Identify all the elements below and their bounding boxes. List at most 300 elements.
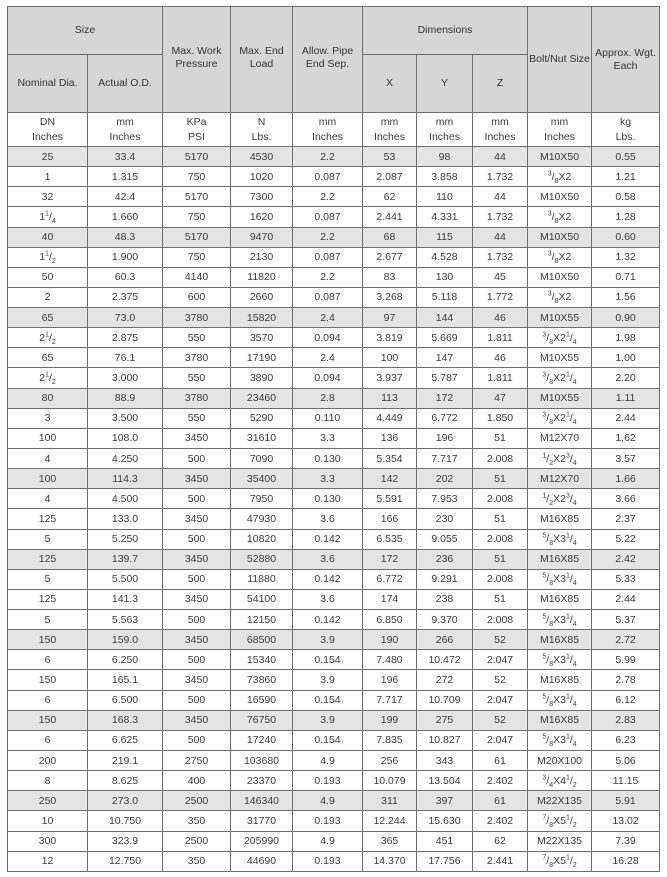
cell-bolt-nut-size: M10X55 — [528, 348, 592, 368]
table-row-imperial — [8, 811, 660, 831]
table-row-group — [8, 348, 660, 388]
cell-approx-weight: 0.58 — [592, 187, 660, 207]
cell-dim-x: 166 — [363, 509, 417, 529]
cell-nominal-dia: $2^1/_2$ — [8, 368, 88, 388]
cell-pipe-end-sep: 0.087 — [293, 247, 363, 267]
unit-imperial: Inches — [109, 130, 141, 143]
cell-approx-weight: 2.83 — [592, 710, 660, 730]
cell-approx-weight: 0.55 — [592, 147, 660, 167]
cell-max-end-load: 54100 — [231, 589, 293, 609]
cell-actual-od: 73.0 — [88, 308, 163, 328]
cell-dim-x: 113 — [363, 388, 417, 408]
cell-dim-z: 61 — [473, 750, 528, 770]
unit-cell — [417, 113, 473, 147]
cell-max-work-pressure: 2750 — [163, 750, 231, 770]
cell-dim-x: 68 — [363, 227, 417, 247]
cell-dim-x: 7.480 — [363, 650, 417, 670]
cell-dim-z: 62 — [473, 831, 528, 851]
table-row-metric — [8, 589, 660, 609]
table-row-metric — [8, 750, 660, 770]
cell-dim-x: 311 — [363, 791, 417, 811]
cell-pipe-end-sep: 0.094 — [293, 328, 363, 348]
cell-nominal-dia: 32 — [8, 187, 88, 207]
cell-pipe-end-sep: 3.3 — [293, 469, 363, 489]
cell-actual-od: 5.563 — [88, 610, 163, 630]
cell-approx-weight: 6.23 — [592, 730, 660, 750]
cell-pipe-end-sep: 0.130 — [293, 448, 363, 468]
cell-max-work-pressure: 550 — [163, 368, 231, 388]
cell-nominal-dia: 200 — [8, 750, 88, 770]
cell-actual-od: 60.3 — [88, 267, 163, 287]
table-row-imperial — [8, 569, 660, 589]
cell-dim-x: 3.268 — [363, 287, 417, 307]
table-row-metric — [8, 187, 660, 207]
cell-approx-weight: 0.71 — [592, 267, 660, 287]
cell-max-work-pressure: 350 — [163, 811, 231, 831]
cell-nominal-dia: $1^1/_2$ — [8, 247, 88, 267]
cell-nominal-dia: 100 — [8, 469, 88, 489]
table-row-imperial — [8, 167, 660, 187]
cell-actual-od: 4.250 — [88, 448, 163, 468]
cell-dim-x: 6.535 — [363, 529, 417, 549]
cell-dim-z: 51 — [473, 509, 528, 529]
cell-dim-z: 2.008 — [473, 569, 528, 589]
cell-dim-y: 343 — [417, 750, 473, 770]
cell-dim-y: 172 — [417, 388, 473, 408]
table-row-imperial — [8, 408, 660, 428]
cell-dim-y: 130 — [417, 267, 473, 287]
cell-approx-weight: 2.72 — [592, 630, 660, 650]
cell-pipe-end-sep: 0.087 — [293, 287, 363, 307]
table-row-group — [8, 147, 660, 187]
cell-actual-od: 6.625 — [88, 730, 163, 750]
cell-nominal-dia: 80 — [8, 388, 88, 408]
cell-actual-od: 323.9 — [88, 831, 163, 851]
cell-pipe-end-sep: 3.9 — [293, 710, 363, 730]
cell-max-work-pressure: 2500 — [163, 831, 231, 851]
cell-max-work-pressure: 3780 — [163, 388, 231, 408]
cell-nominal-dia: 125 — [8, 509, 88, 529]
cell-max-end-load: 4530 — [231, 147, 293, 167]
cell-pipe-end-sep: 0.130 — [293, 489, 363, 509]
cell-actual-od: 3.000 — [88, 368, 163, 388]
cell-bolt-nut-size: M16X85 — [528, 549, 592, 569]
cell-bolt-nut-size: $^7/_8X5^1/_2$ — [528, 851, 592, 871]
cell-dim-x: 7.717 — [363, 690, 417, 710]
cell-bolt-nut-size: M10X55 — [528, 388, 592, 408]
cell-approx-weight: 1.32 — [592, 247, 660, 267]
cell-dim-y: 10.472 — [417, 650, 473, 670]
cell-bolt-nut-size: $^3/_4X4^1/_2$ — [528, 771, 592, 791]
cell-max-end-load: 5290 — [231, 408, 293, 428]
cell-approx-weight: 2.44 — [592, 408, 660, 428]
cell-actual-od: 88.9 — [88, 388, 163, 408]
cell-actual-od: 1.660 — [88, 207, 163, 227]
cell-max-work-pressure: 500 — [163, 610, 231, 630]
cell-nominal-dia: 4 — [8, 448, 88, 468]
cell-dim-z: 51 — [473, 428, 528, 448]
cell-actual-od: 5.250 — [88, 529, 163, 549]
cell-dim-y: 144 — [417, 308, 473, 328]
cell-dim-z: 1.811 — [473, 368, 528, 388]
cell-dim-x: 365 — [363, 831, 417, 851]
table-row-group — [8, 710, 660, 750]
cell-dim-y: 13.504 — [417, 771, 473, 791]
header-approx-weight: Approx. Wgt. Each — [592, 7, 660, 113]
cell-dim-z: 51 — [473, 469, 528, 489]
cell-dim-y: 238 — [417, 589, 473, 609]
cell-bolt-nut-size: $^5/_8X3^1/_4$ — [528, 610, 592, 630]
cell-dim-x: 10.079 — [363, 771, 417, 791]
cell-dim-z: 44 — [473, 187, 528, 207]
cell-pipe-end-sep: 3.9 — [293, 670, 363, 690]
cell-max-work-pressure: 3450 — [163, 469, 231, 489]
cell-dim-y: 272 — [417, 670, 473, 690]
header-nominal-dia: Nominal Dia. — [8, 55, 88, 113]
cell-bolt-nut-size: $^1/_2X2^3/_4$ — [528, 448, 592, 468]
cell-nominal-dia: 1 — [8, 167, 88, 187]
cell-dim-y: 10.827 — [417, 730, 473, 750]
cell-dim-x: 4.449 — [363, 408, 417, 428]
cell-actual-od: 48.3 — [88, 227, 163, 247]
unit-imperial: Inches — [429, 130, 460, 143]
cell-pipe-end-sep: 0.087 — [293, 167, 363, 187]
header-dim-x: X — [363, 55, 417, 113]
cell-max-work-pressure: 3450 — [163, 670, 231, 690]
cell-approx-weight: 5.91 — [592, 791, 660, 811]
cell-max-end-load: 1620 — [231, 207, 293, 227]
cell-max-end-load: 3890 — [231, 368, 293, 388]
cell-max-end-load: 103680 — [231, 750, 293, 770]
cell-bolt-nut-size: $^7/_8X5^1/_2$ — [528, 811, 592, 831]
table-row-metric — [8, 630, 660, 650]
cell-actual-od: 6.250 — [88, 650, 163, 670]
cell-dim-y: 7.953 — [417, 489, 473, 509]
unit-cell — [528, 113, 592, 147]
cell-dim-y: 196 — [417, 428, 473, 448]
cell-max-end-load: 68500 — [231, 630, 293, 650]
unit-imperial: PSI — [188, 130, 205, 143]
cell-approx-weight: 1.56 — [592, 287, 660, 307]
cell-nominal-dia: 8 — [8, 771, 88, 791]
unit-imperial: Inches — [544, 130, 575, 143]
unit-metric: mm — [491, 115, 509, 128]
cell-bolt-nut-size: M10X50 — [528, 147, 592, 167]
cell-approx-weight: 0.90 — [592, 308, 660, 328]
cell-approx-weight: 1.21 — [592, 167, 660, 187]
cell-approx-weight: 5.06 — [592, 750, 660, 770]
cell-max-work-pressure: 500 — [163, 730, 231, 750]
unit-metric: kg — [619, 115, 632, 128]
cell-dim-z: 44 — [473, 147, 528, 167]
cell-bolt-nut-size: $^3/_8X2$ — [528, 247, 592, 267]
cell-dim-y: 10.709 — [417, 690, 473, 710]
table-row-metric — [8, 670, 660, 690]
cell-pipe-end-sep: 2.4 — [293, 348, 363, 368]
cell-dim-x: 136 — [363, 428, 417, 448]
table-row-group — [8, 831, 660, 871]
table-row-imperial — [8, 690, 660, 710]
cell-pipe-end-sep: 4.9 — [293, 750, 363, 770]
cell-dim-x: 2.087 — [363, 167, 417, 187]
cell-dim-y: 9.055 — [417, 529, 473, 549]
cell-bolt-nut-size: $^3/_8X2^1/_4$ — [528, 408, 592, 428]
table-row-imperial — [8, 610, 660, 630]
cell-dim-x: 12.244 — [363, 811, 417, 831]
cell-actual-od: 133.0 — [88, 509, 163, 529]
table-row-imperial — [8, 730, 660, 750]
cell-dim-z: 47 — [473, 388, 528, 408]
cell-max-work-pressure: 400 — [163, 771, 231, 791]
cell-dim-z: 52 — [473, 630, 528, 650]
table-row-metric — [8, 549, 660, 569]
unit-imperial: Inches — [32, 130, 63, 143]
cell-dim-y: 4.331 — [417, 207, 473, 227]
table-row-metric — [8, 348, 660, 368]
cell-dim-y: 7.717 — [417, 448, 473, 468]
unit-cell — [592, 113, 660, 147]
cell-max-work-pressure: 3450 — [163, 509, 231, 529]
cell-pipe-end-sep: 0.094 — [293, 368, 363, 388]
cell-approx-weight: 5.22 — [592, 529, 660, 549]
cell-max-end-load: 7300 — [231, 187, 293, 207]
table-row-metric — [8, 710, 660, 730]
cell-max-work-pressure: 550 — [163, 408, 231, 428]
cell-dim-y: 236 — [417, 549, 473, 569]
cell-max-work-pressure: 500 — [163, 650, 231, 670]
cell-approx-weight: 13.02 — [592, 811, 660, 831]
cell-nominal-dia: 6 — [8, 690, 88, 710]
units-row — [8, 113, 660, 147]
cell-bolt-nut-size: $^3/_8X2$ — [528, 167, 592, 187]
header-dim-y: Y — [417, 55, 473, 113]
cell-dim-y: 397 — [417, 791, 473, 811]
cell-bolt-nut-size: M10X55 — [528, 308, 592, 328]
unit-cell — [8, 113, 88, 147]
cell-pipe-end-sep: 2.8 — [293, 388, 363, 408]
cell-approx-weight: 2.44 — [592, 589, 660, 609]
header-max-end-load: Max. End Load — [231, 7, 293, 113]
cell-dim-y: 115 — [417, 227, 473, 247]
cell-actual-od: 5.500 — [88, 569, 163, 589]
cell-max-end-load: 31770 — [231, 811, 293, 831]
cell-dim-z: 44 — [473, 227, 528, 247]
unit-imperial: Inches — [312, 130, 343, 143]
unit-imperial: Lbs. — [251, 130, 272, 143]
cell-actual-od: 219.1 — [88, 750, 163, 770]
cell-max-end-load: 35400 — [231, 469, 293, 489]
cell-bolt-nut-size: M22X135 — [528, 831, 592, 851]
cell-max-work-pressure: 3780 — [163, 348, 231, 368]
cell-dim-x: 3.819 — [363, 328, 417, 348]
cell-max-work-pressure: 500 — [163, 529, 231, 549]
cell-dim-y: 5.118 — [417, 287, 473, 307]
cell-dim-x: 7.835 — [363, 730, 417, 750]
cell-max-end-load: 23460 — [231, 388, 293, 408]
cell-max-end-load: 73860 — [231, 670, 293, 690]
cell-pipe-end-sep: 2.2 — [293, 147, 363, 167]
table-row-group — [8, 388, 660, 428]
cell-dim-z: 2.008 — [473, 489, 528, 509]
cell-max-work-pressure: 5170 — [163, 147, 231, 167]
cell-dim-y: 9.291 — [417, 569, 473, 589]
cell-nominal-dia: 150 — [8, 670, 88, 690]
cell-max-end-load: 44690 — [231, 851, 293, 871]
cell-max-end-load: 7950 — [231, 489, 293, 509]
cell-nominal-dia: 12 — [8, 851, 88, 871]
cell-actual-od: 4.500 — [88, 489, 163, 509]
table-row-group — [8, 630, 660, 670]
cell-bolt-nut-size: $^5/_8X3^1/_4$ — [528, 650, 592, 670]
cell-approx-weight: 1.28 — [592, 207, 660, 227]
cell-bolt-nut-size: M16X85 — [528, 670, 592, 690]
cell-nominal-dia: 150 — [8, 630, 88, 650]
cell-pipe-end-sep: 0.142 — [293, 610, 363, 630]
cell-dim-z: 51 — [473, 549, 528, 569]
unit-imperial: Inches — [374, 130, 405, 143]
cell-max-end-load: 76750 — [231, 710, 293, 730]
cell-nominal-dia: 50 — [8, 267, 88, 287]
cell-max-work-pressure: 500 — [163, 690, 231, 710]
cell-dim-z: 2.047 — [473, 650, 528, 670]
cell-nominal-dia: 65 — [8, 308, 88, 328]
cell-dim-x: 174 — [363, 589, 417, 609]
cell-nominal-dia: $2^1/_2$ — [8, 328, 88, 348]
cell-max-end-load: 3570 — [231, 328, 293, 348]
cell-dim-x: 172 — [363, 549, 417, 569]
cell-actual-od: 108.0 — [88, 428, 163, 448]
table-row-metric — [8, 267, 660, 287]
cell-actual-od: 168.3 — [88, 710, 163, 730]
unit-metric: N — [257, 115, 266, 128]
cell-max-end-load: 11880 — [231, 569, 293, 589]
cell-approx-weight: 2.78 — [592, 670, 660, 690]
cell-nominal-dia: 125 — [8, 549, 88, 569]
header-allow-pipe-end-sep: Allow. Pipe End Sep. — [293, 7, 363, 113]
cell-approx-weight: 2.37 — [592, 509, 660, 529]
cell-max-work-pressure: 4140 — [163, 267, 231, 287]
cell-approx-weight: 11.15 — [592, 771, 660, 791]
table-row-metric — [8, 388, 660, 408]
cell-dim-y: 5.787 — [417, 368, 473, 388]
cell-dim-z: 2.441 — [473, 851, 528, 871]
cell-approx-weight: 16.28 — [592, 851, 660, 871]
cell-dim-y: 451 — [417, 831, 473, 851]
cell-max-end-load: 2130 — [231, 247, 293, 267]
cell-max-end-load: 7090 — [231, 448, 293, 468]
cell-max-work-pressure: 3450 — [163, 710, 231, 730]
cell-max-work-pressure: 600 — [163, 287, 231, 307]
cell-bolt-nut-size: M20X100 — [528, 750, 592, 770]
cell-dim-z: 2.008 — [473, 529, 528, 549]
cell-approx-weight: 7.39 — [592, 831, 660, 851]
header-actual-od: Actual O.D. — [88, 55, 163, 113]
cell-actual-od: 2.375 — [88, 287, 163, 307]
cell-max-work-pressure: 750 — [163, 247, 231, 267]
cell-max-end-load: 23370 — [231, 771, 293, 791]
unit-metric: mm — [550, 115, 569, 128]
cell-max-end-load: 2660 — [231, 287, 293, 307]
cell-nominal-dia: 40 — [8, 227, 88, 247]
cell-max-work-pressure: 750 — [163, 207, 231, 227]
cell-bolt-nut-size: M10X50 — [528, 267, 592, 287]
cell-approx-weight: 3.57 — [592, 448, 660, 468]
table-header — [8, 7, 660, 147]
cell-dim-y: 147 — [417, 348, 473, 368]
cell-dim-z: 2.047 — [473, 690, 528, 710]
table-row-imperial — [8, 771, 660, 791]
cell-max-work-pressure: 500 — [163, 569, 231, 589]
table-row-group — [8, 589, 660, 629]
cell-dim-y: 9.370 — [417, 610, 473, 630]
cell-dim-z: 52 — [473, 710, 528, 730]
cell-actual-od: 3.500 — [88, 408, 163, 428]
cell-dim-x: 2.677 — [363, 247, 417, 267]
header-bolt-nut-size: Bolt/Nut Size — [528, 7, 592, 113]
cell-nominal-dia: 5 — [8, 569, 88, 589]
unit-metric: mm — [380, 115, 399, 128]
cell-pipe-end-sep: 3.6 — [293, 589, 363, 609]
cell-dim-y: 98 — [417, 147, 473, 167]
cell-bolt-nut-size: $^3/_8X2$ — [528, 207, 592, 227]
cell-bolt-nut-size: $^5/_8X3^1/_4$ — [528, 529, 592, 549]
cell-bolt-nut-size: M16X85 — [528, 509, 592, 529]
cell-max-end-load: 17240 — [231, 730, 293, 750]
cell-pipe-end-sep: 3.3 — [293, 428, 363, 448]
unit-metric: mm — [435, 115, 454, 128]
cell-pipe-end-sep: 2.4 — [293, 308, 363, 328]
cell-pipe-end-sep: 0.142 — [293, 529, 363, 549]
cell-actual-od: 10.750 — [88, 811, 163, 831]
cell-bolt-nut-size: M10X50 — [528, 227, 592, 247]
table-row-imperial — [8, 489, 660, 509]
table-row-metric — [8, 831, 660, 851]
cell-approx-weight: 3.66 — [592, 489, 660, 509]
cell-max-end-load: 12150 — [231, 610, 293, 630]
cell-dim-x: 2.441 — [363, 207, 417, 227]
unit-metric: mm — [318, 115, 337, 128]
cell-actual-od: 114.3 — [88, 469, 163, 489]
cell-max-end-load: 10820 — [231, 529, 293, 549]
cell-bolt-nut-size: $^3/_8X2^1/_4$ — [528, 328, 592, 348]
cell-approx-weight: 5.37 — [592, 610, 660, 630]
cell-actual-od: 1.315 — [88, 167, 163, 187]
cell-dim-z: 46 — [473, 348, 528, 368]
cell-bolt-nut-size: $^5/_8X3^1/_4$ — [528, 690, 592, 710]
table-row-group — [8, 791, 660, 831]
unit-metric: KPa — [186, 115, 207, 128]
table-row-imperial — [8, 328, 660, 348]
header-max-work-pressure: Max. Work Pressure — [163, 7, 231, 113]
cell-max-end-load: 15340 — [231, 650, 293, 670]
cell-bolt-nut-size: $^5/_8X3^1/_4$ — [528, 730, 592, 750]
table-row-group — [8, 308, 660, 348]
cell-max-work-pressure: 5170 — [163, 187, 231, 207]
table-row-group — [8, 549, 660, 589]
cell-approx-weight: 2.42 — [592, 549, 660, 569]
cell-nominal-dia: 100 — [8, 428, 88, 448]
cell-nominal-dia: 5 — [8, 610, 88, 630]
cell-pipe-end-sep: 2.2 — [293, 227, 363, 247]
table-row-metric — [8, 308, 660, 328]
cell-dim-z: 1.732 — [473, 167, 528, 187]
cell-approx-weight: 1.00 — [592, 348, 660, 368]
table-row-imperial — [8, 368, 660, 388]
cell-max-end-load: 1020 — [231, 167, 293, 187]
cell-dim-z: 2.008 — [473, 448, 528, 468]
cell-max-work-pressure: 750 — [163, 167, 231, 187]
cell-bolt-nut-size: M12X70 — [528, 428, 592, 448]
